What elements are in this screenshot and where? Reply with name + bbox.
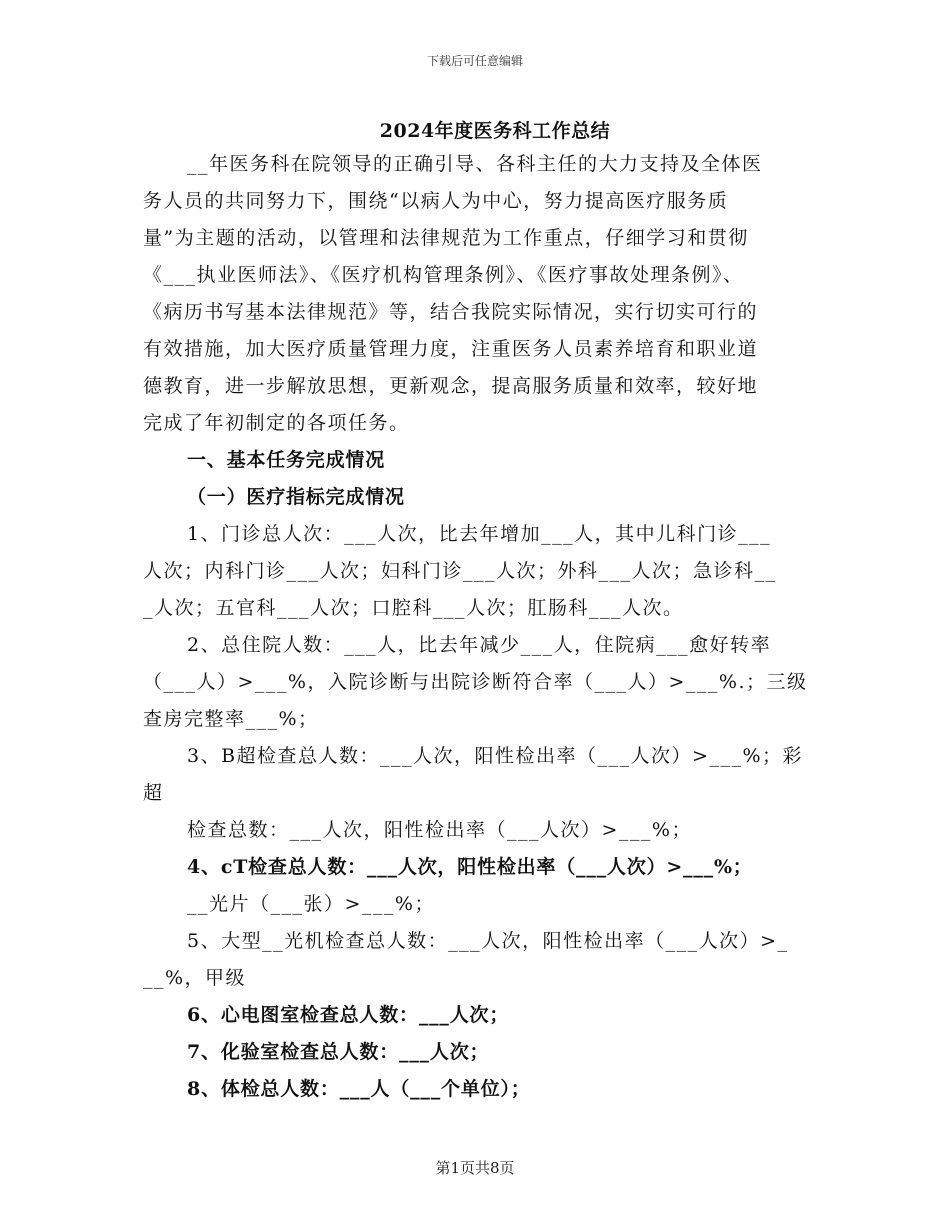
text-line: 有效措施，加大医疗质量管理力度，注重医务人员素养培育和职业道 bbox=[143, 338, 759, 360]
text-line: 8、体检总人数：___人（___个单位）； bbox=[187, 1078, 531, 1100]
text-line: 《___执业医师法》、《医疗机构管理条例》、《医疗事故处理条例》、 bbox=[143, 264, 744, 286]
text-line: 人次；内科门诊___人次；妇科门诊___人次；外科___人次；急诊科__ bbox=[143, 560, 777, 582]
text-line: 4、cT检查总人数：___人次，阳性检出率（___人次）>___%； bbox=[187, 856, 753, 878]
text-line: __%，甲级 bbox=[143, 967, 247, 989]
page-header: 下载后可任意编辑 bbox=[426, 54, 523, 68]
text-line: （___人）>___%，入院诊断与出院诊断符合率（___人）>___%.；三级 bbox=[143, 671, 808, 693]
text-line: （一）医疗指标完成情况 bbox=[187, 486, 405, 508]
text-line: 6、心电图室检查总人数：___人次； bbox=[187, 1004, 510, 1026]
text-line: 超 bbox=[143, 782, 164, 804]
text-line: 完成了年初制定的各项任务。 bbox=[143, 412, 410, 434]
text-line: 务人员的共同努力下，围绕“以病人为中心，努力提高医疗服务质 bbox=[143, 190, 729, 212]
text-line: 一、基本任务完成情况 bbox=[187, 449, 386, 471]
text-line: 2、总住院人数：___人，比去年减少___人，住院病___愈好转率 bbox=[187, 634, 772, 656]
document-body bbox=[143, 146, 808, 1108]
text-line: 《病历书写基本法律规范》等，结合我院实际情况，实行切实可行的 bbox=[143, 301, 759, 323]
text-line: 5、大型__光机检查总人数：___人次，阳性检出率（___人次）>_ bbox=[187, 930, 789, 952]
text-line: _人次；五官科___人次；口腔科___人次；肛肠科___人次。 bbox=[143, 597, 684, 619]
text-line: __年医务科在院领导的正确引导、各科主任的大力支持及全体医 bbox=[187, 153, 763, 175]
text-line: 量”为主题的活动，以管理和法律规范为工作重点，仔细学习和贯彻 bbox=[143, 227, 749, 249]
text-line: 查房完整率___%； bbox=[143, 708, 319, 730]
text-line: 检查总数：___人次，阳性检出率（___人次）>___%； bbox=[187, 819, 692, 841]
text-line: 1、门诊总人次：___人次，比去年增加___人，其中儿科门诊___ bbox=[187, 523, 772, 545]
text-line: 7、化验室检查总人数：___人次； bbox=[187, 1041, 490, 1063]
text-line: __光片（___张）>___%； bbox=[187, 893, 435, 915]
document-title: 2024年度医务科工作总结 bbox=[379, 120, 611, 142]
text-line: 3、B超检查总人数：___人次，阳性检出率（___人次）>___%；彩 bbox=[187, 745, 804, 767]
text-line: 德教育，进一步解放思想，更新观念，提高服务质量和效率，较好地 bbox=[143, 375, 759, 397]
page-footer: 第1页共8页 bbox=[435, 1159, 515, 1177]
